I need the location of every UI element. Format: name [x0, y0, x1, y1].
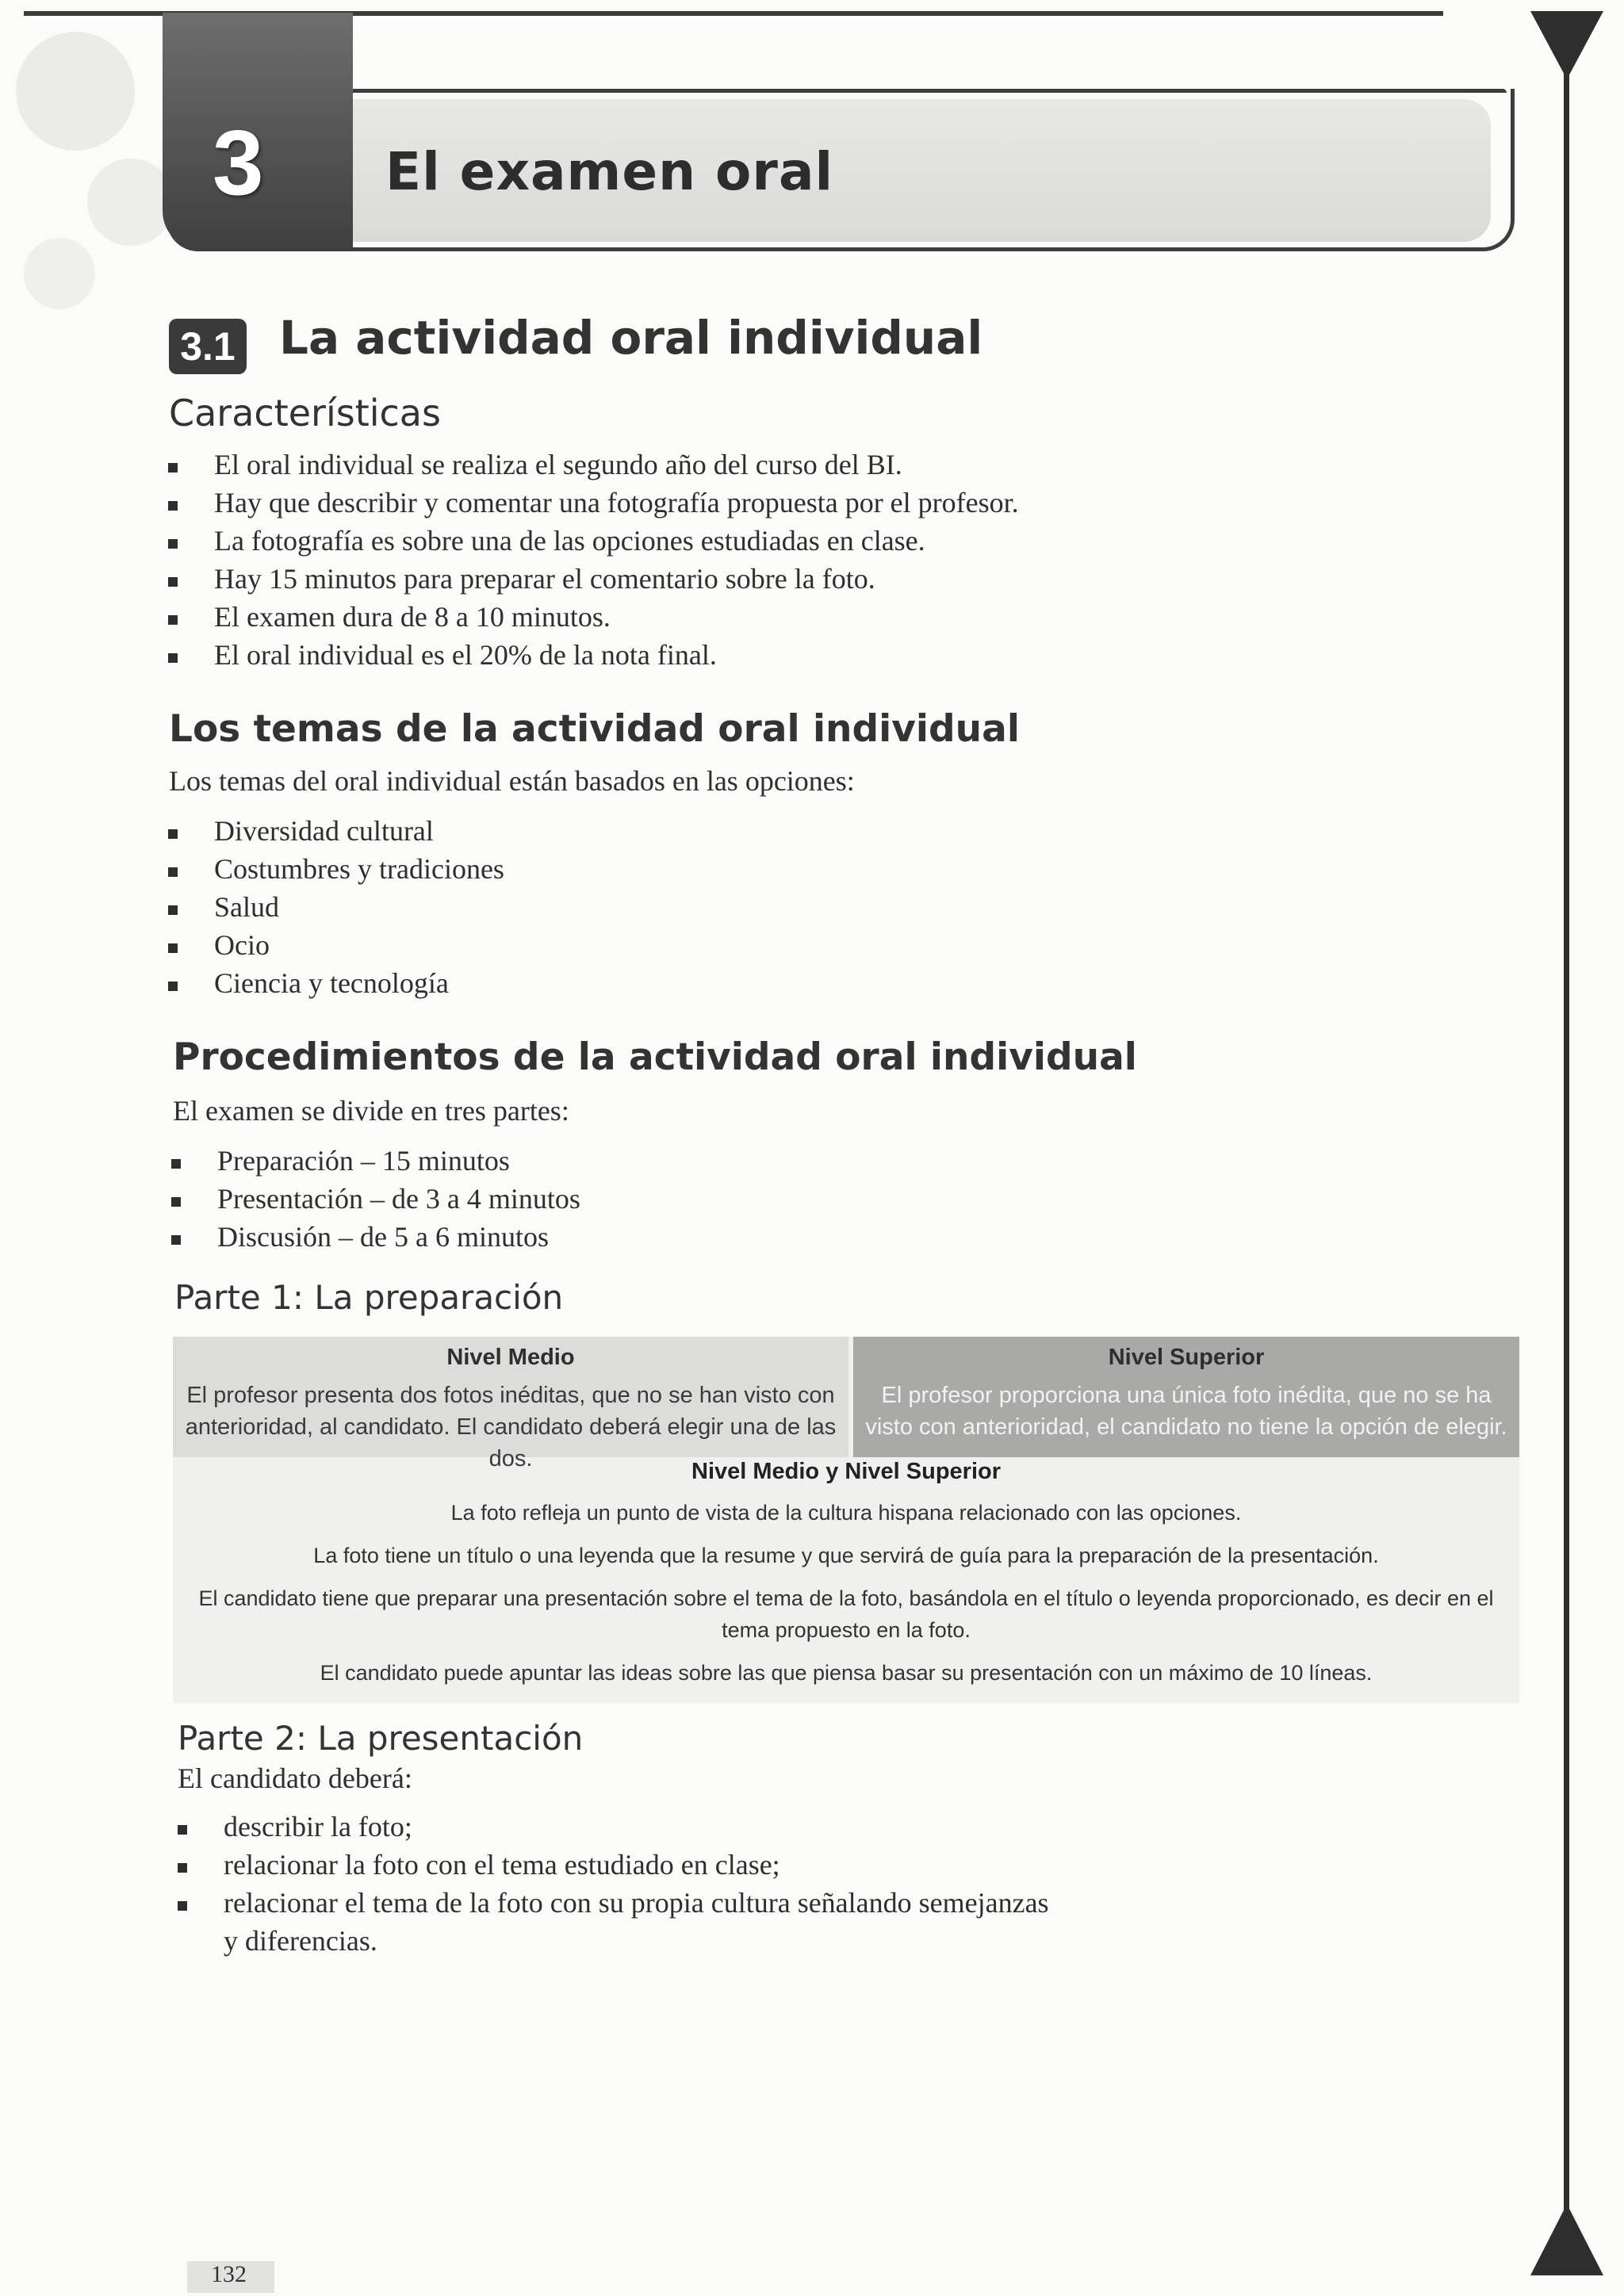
list-item: El examen dura de 8 a 10 minutos.	[168, 598, 1019, 636]
caracteristicas-list	[168, 446, 1019, 674]
bullet-icon	[168, 943, 178, 953]
chapter-frame	[167, 89, 1515, 251]
bullet-icon	[168, 615, 178, 625]
bullet-icon	[168, 577, 178, 587]
list-item: Ciencia y tecnología	[168, 964, 504, 1002]
list-item: Discusión – de 5 a 6 minutos	[171, 1218, 580, 1256]
list-item: describir la foto;	[178, 1808, 1049, 1846]
heading-procedimientos: Procedimientos de la actividad oral individual	[173, 1035, 1137, 1079]
list-item: Hay que describir y comentar una fotografía propuesta por el profesor.	[168, 484, 1019, 522]
ambos-niveles-label: Nivel Medio y Nivel Superior	[691, 1459, 1001, 1484]
bullet-icon	[171, 1159, 181, 1169]
chapter-title: El examen oral	[385, 141, 834, 202]
temas-intro: Los temas del oral individual están basados en las opciones:	[169, 765, 855, 797]
cell-nivel-superior	[853, 1337, 1519, 1457]
table-line: La foto tiene un título o una leyenda que la resume y que servirá de guía para la preparación de la presentación.	[313, 1544, 1379, 1567]
heading-parte-2: Parte 2: La presentación	[178, 1719, 584, 1758]
list-item: relacionar la foto con el tema estudiado en clase;	[178, 1846, 1049, 1884]
decorative-circle	[24, 238, 95, 309]
list-item: Presentación – de 3 a 4 minutos	[171, 1180, 580, 1218]
heading-caracteristicas: Características	[169, 392, 441, 434]
nivel-medio-text: El profesor presenta dos fotos inéditas, que no se han visto con anterioridad, al candidato. El candidato deberá elegir una de las dos.	[185, 1383, 837, 1471]
bullet-icon	[178, 1901, 187, 1911]
decorative-circle	[16, 32, 135, 151]
list-item: El oral individual se realiza el segundo año del curso del BI.	[168, 446, 1019, 484]
bullet-icon	[168, 463, 178, 473]
list-item: El oral individual es el 20% de la nota final.	[168, 636, 1019, 674]
bullet-icon	[168, 829, 178, 839]
decorative-circle	[87, 159, 174, 246]
list-item: Ocio	[168, 926, 504, 964]
bullet-icon	[178, 1825, 187, 1835]
list-item: relacionar el tema de la foto con su propia cultura señalando semejanzas	[178, 1884, 1049, 1922]
list-item-continuation: y diferencias.	[224, 1925, 377, 1957]
section-number-badge: 3.1	[169, 319, 247, 374]
bullet-icon	[171, 1235, 181, 1245]
ambos-niveles-text	[181, 1497, 1511, 1700]
list-item: Diversidad cultural	[168, 812, 504, 850]
list-item: Costumbres y tradiciones	[168, 850, 504, 888]
procedimientos-list	[171, 1142, 580, 1256]
table-line: El candidato puede apuntar las ideas sobre las que piensa basar su presentación con un máximo de 10 líneas.	[320, 1661, 1373, 1685]
bullet-icon	[171, 1197, 181, 1207]
nivel-superior-label: Nivel Superior	[1108, 1345, 1265, 1370]
list-item: Preparación – 15 minutos	[171, 1142, 580, 1180]
nivel-medio-label: Nivel Medio	[446, 1345, 575, 1370]
list-item: Salud	[168, 888, 504, 926]
chapter-number: 3	[213, 111, 264, 214]
procedimientos-intro: El examen se divide en tres partes:	[173, 1095, 569, 1127]
nivel-superior-text: El profesor proporciona una única foto inédita, que no se ha visto con anterioridad, el candidato no tiene la opción de elegir.	[865, 1383, 1507, 1440]
heading-temas: Los temas de la actividad oral individual	[169, 707, 1020, 751]
list-item: La fotografía es sobre una de las opciones estudiadas en clase.	[168, 522, 1019, 560]
list-item: Hay 15 minutos para preparar el comentario sobre la foto.	[168, 560, 1019, 598]
heading-parte-1: Parte 1: La preparación	[174, 1278, 564, 1317]
bullet-icon	[168, 653, 178, 663]
edge-marker-bottom	[1530, 2204, 1603, 2275]
temas-list	[168, 812, 504, 1002]
section-title: La actividad oral individual	[279, 311, 983, 365]
parte-2-intro: El candidato deberá:	[178, 1762, 412, 1794]
table-line: La foto refleja un punto de vista de la cultura hispana relacionado con las opciones.	[450, 1501, 1242, 1525]
bullet-icon	[168, 905, 178, 915]
bullet-icon	[168, 501, 178, 511]
bullet-icon	[168, 982, 178, 991]
edge-rule	[1564, 32, 1569, 2244]
bullet-icon	[178, 1863, 187, 1873]
levels-table	[173, 1337, 1519, 1703]
page-number: 132	[187, 2261, 274, 2293]
cell-nivel-medio	[173, 1337, 848, 1471]
parte-2-list	[178, 1808, 1049, 1960]
bullet-icon	[168, 867, 178, 877]
bullet-icon	[168, 539, 178, 549]
table-line: El candidato tiene que preparar una presentación sobre el tema de la foto, basándola en el título o leyenda proporcionado, es decir en el tema propuesto en la foto.	[198, 1586, 1494, 1642]
